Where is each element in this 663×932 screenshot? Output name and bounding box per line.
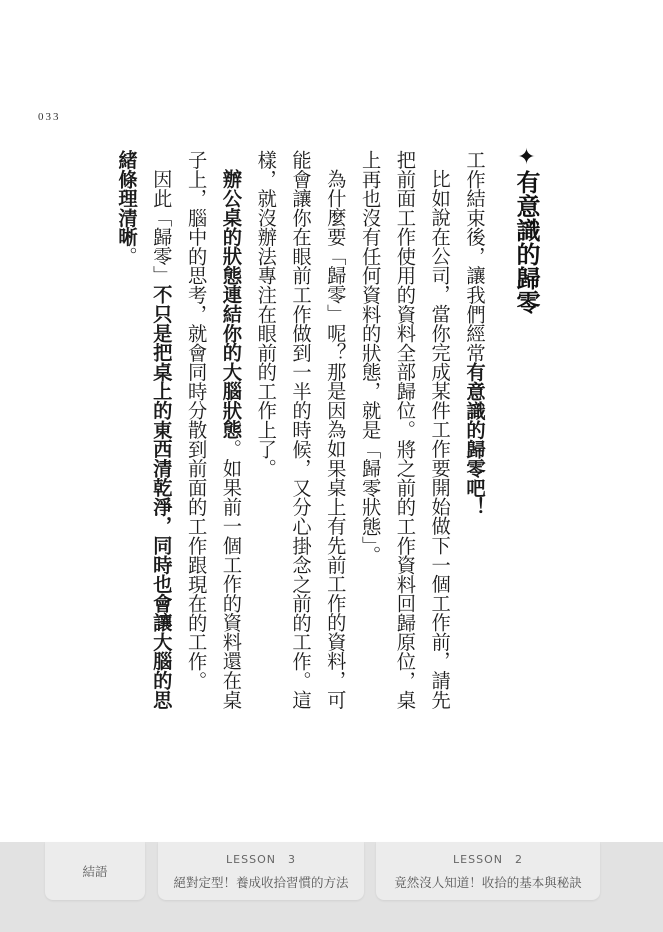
paragraph [178, 150, 248, 710]
page-number: 033 [38, 111, 61, 123]
paragraph-text: 。 [115, 246, 139, 266]
paragraph [247, 150, 351, 710]
paragraph-text: 工作結束後，讓我們經常 [463, 150, 486, 363]
tab-lesson-2[interactable] [376, 842, 600, 900]
tab-title: 絕對定型！養成收拾習慣的方法 [173, 875, 349, 890]
footer-nav [0, 842, 663, 932]
paragraph [352, 150, 456, 710]
tab-lesson-label: LESSON 2 [453, 853, 523, 866]
body-text [115, 150, 491, 710]
tab-title: 竟然沒人知道！收拾的基本與秘訣 [394, 875, 582, 890]
section-heading [511, 145, 541, 314]
emphasis-text: 辦公桌的狀態連結你的大腦狀態 [219, 169, 243, 440]
paragraph-text: 因此「歸零」 [149, 169, 173, 286]
tab-title: 結語 [82, 864, 108, 879]
paragraph [456, 150, 491, 710]
emphasis-text: 不只是把桌上的東西清乾淨，同時也會讓大腦的思緒條理清晰 [115, 150, 173, 710]
tab-lesson-3[interactable] [158, 842, 364, 900]
paragraph-text: 比如說在公司，當你完成某件工作要開始做下一個工作前，請先把前面工作使用的資料全部歸位。將之前的工作資料回歸原位，桌上再也沒有任何資料的狀態，就是「歸零狀態」。 [358, 150, 452, 710]
section-heading-text: 有意識的歸零 [512, 170, 540, 314]
tab-conclusion[interactable] [45, 842, 145, 900]
emphasis-text: 有意識的歸零吧！ [463, 362, 486, 517]
paragraph [108, 150, 178, 710]
paragraph-text: 為什麼要「歸零」呢？那是因為如果桌上有先前工作的資料，可能會讓你在眼前工作做到一半的時候，又分心掛念之前的工作。這樣，就沒辦法專注在眼前的工作上了。 [254, 150, 347, 710]
tab-lesson-label: LESSON 3 [226, 853, 296, 866]
star-icon: ✦ [514, 145, 539, 170]
paragraph-text: 。如果前一個工作的資料還在桌子上，腦中的思考，就會同時分散到前面的工作跟現在的工作。 [184, 150, 243, 710]
